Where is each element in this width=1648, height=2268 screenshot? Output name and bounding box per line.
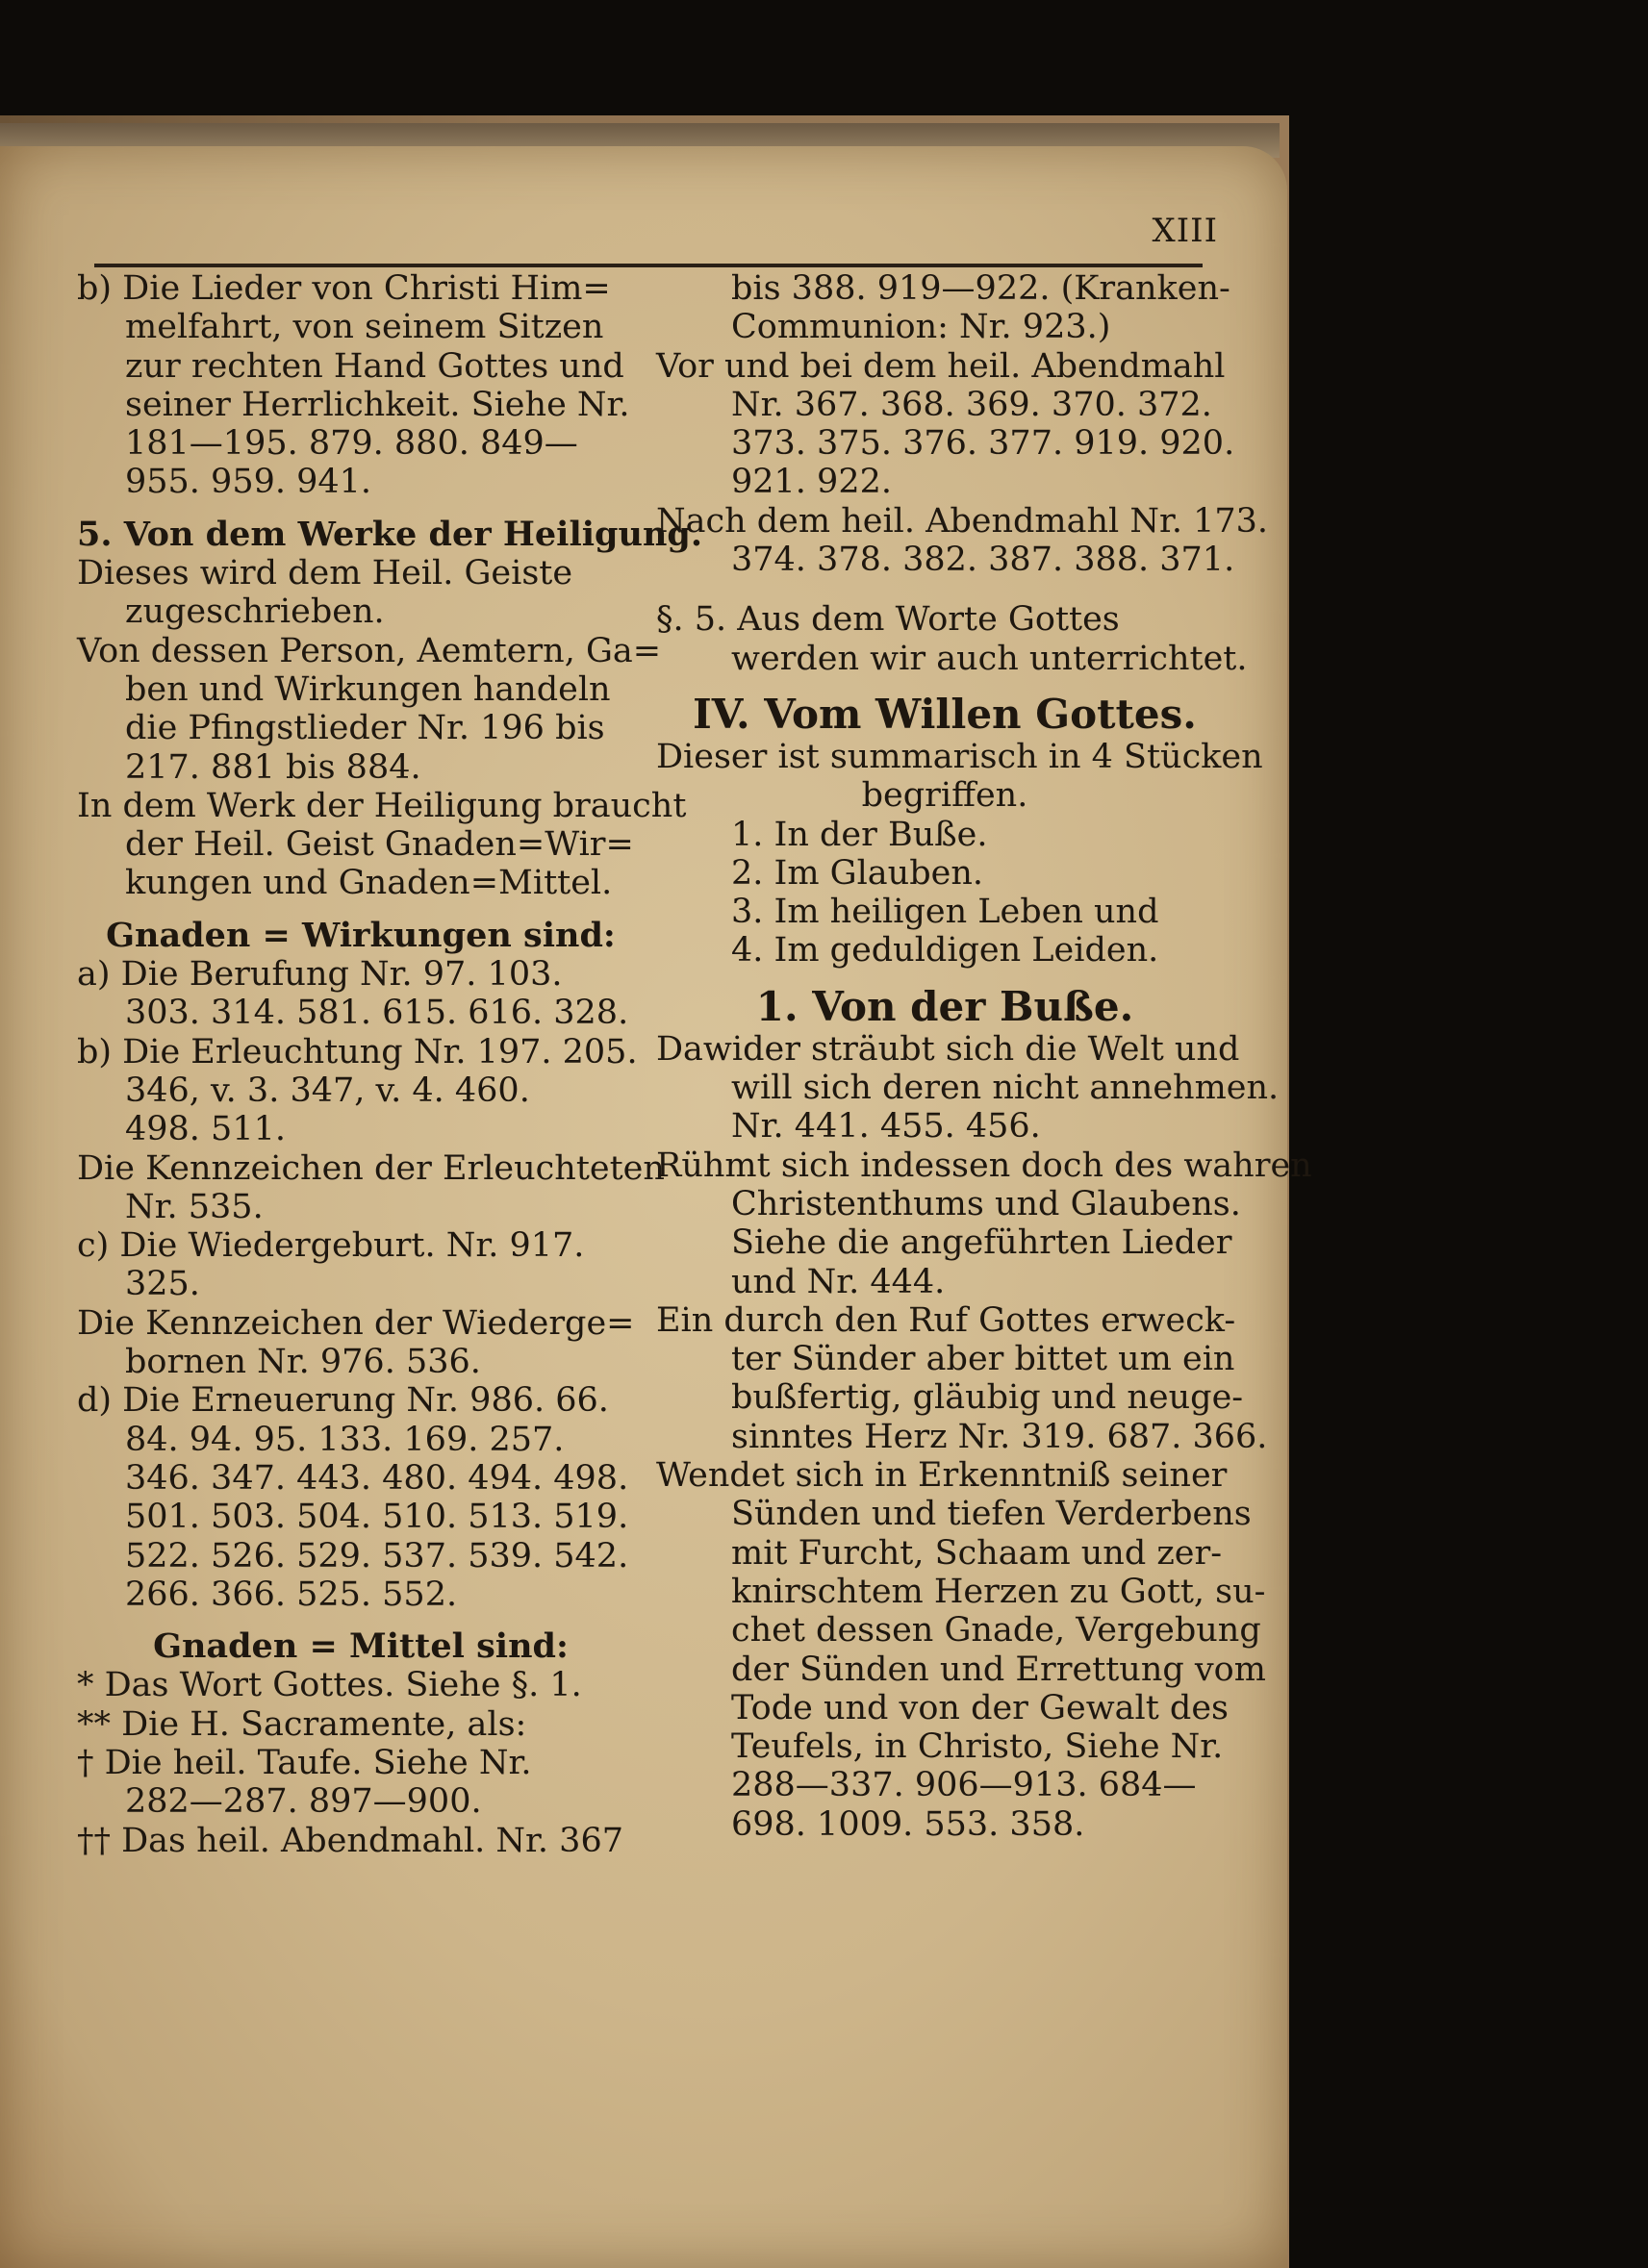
text-line: sinntes Herz Nr. 319. 687. 366. xyxy=(731,1417,1268,1456)
text-line: will sich deren nicht annehmen. xyxy=(731,1069,1280,1108)
text-line: ben und Wirkungen handeln xyxy=(125,669,611,709)
text-line: † Die heil. Taufe. Siehe Nr. xyxy=(77,1743,532,1782)
text-line: der Sünden und Errettung vom xyxy=(731,1650,1266,1689)
text-line: die Pfingstlieder Nr. 196 bis xyxy=(125,709,605,748)
text-line: 3. Im heiligen Leben und xyxy=(731,893,1159,932)
text-line: zur rechten Hand Gottes und xyxy=(125,346,624,386)
right-column xyxy=(656,269,1312,1844)
text-line: Sünden und tiefen Verderbens xyxy=(731,1495,1252,1534)
spacer xyxy=(656,678,1233,692)
text-line: begriffen. xyxy=(861,776,1028,816)
spacer xyxy=(656,579,1233,600)
text-line: Dieses wird dem Heil. Geiste xyxy=(77,554,573,593)
text-line: Nach dem heil. Abendmahl Nr. 173. xyxy=(656,501,1269,541)
text-line: Christenthums und Glaubens. xyxy=(731,1184,1241,1223)
text-line: Nr. 441. 455. 456. xyxy=(731,1107,1041,1147)
text-line: 522. 526. 529. 537. 539. 542. xyxy=(125,1536,629,1575)
text-line: In dem Werk der Heiligung braucht xyxy=(77,786,687,825)
text-line: †† Das heil. Abendmahl. Nr. 367 xyxy=(77,1821,623,1860)
text-line: Gnaden = Mittel sind: xyxy=(153,1626,569,1667)
text-line: b) Die Lieder von Christi Him= xyxy=(77,269,611,308)
text-line: werden wir auch unterrichtet. xyxy=(731,639,1248,678)
text-line: §. 5. Aus dem Worte Gottes xyxy=(656,600,1120,640)
text-line: Rühmt sich indessen doch des wahren xyxy=(656,1146,1312,1185)
spacer xyxy=(77,903,645,917)
text-line: 1. In der Buße. xyxy=(731,815,988,854)
text-line: Gnaden = Wirkungen sind: xyxy=(106,915,616,955)
text-line: Wendet sich in Erkenntniß seiner xyxy=(656,1456,1228,1496)
text-line: Ein durch den Ruf Gottes erweck- xyxy=(656,1300,1236,1340)
text-line: bis 388. 919—922. (Kranken- xyxy=(731,269,1230,308)
text-line: 346, v. 3. 347, v. 4. 460. xyxy=(125,1071,530,1110)
text-line: Dieser ist summarisch in 4 Stücken xyxy=(656,737,1263,776)
text-line: IV. Vom Willen Gottes. xyxy=(693,690,1197,738)
text-line: Von dessen Person, Aemtern, Ga= xyxy=(77,631,662,670)
text-line: 84. 94. 95. 133. 169. 257. xyxy=(125,1420,565,1459)
spacer xyxy=(77,502,645,516)
text-line: 303. 314. 581. 615. 616. 328. xyxy=(125,994,629,1033)
text-line: 2. Im Glauben. xyxy=(731,853,984,893)
text-line: 1. Von der Buße. xyxy=(755,982,1134,1030)
text-line: kungen und Gnaden=Mittel. xyxy=(125,864,613,903)
text-line: 325. xyxy=(125,1265,200,1304)
text-line: 498. 511. xyxy=(125,1110,286,1149)
text-line: Teufels, in Christo, Siehe Nr. xyxy=(731,1727,1224,1767)
text-line: 266. 366. 525. 552. xyxy=(125,1575,458,1614)
text-line: Tode und von der Gewalt des xyxy=(731,1688,1230,1727)
text-line: 955. 959. 941. xyxy=(125,463,372,502)
page-number: XIII xyxy=(1152,212,1218,250)
text-line: 921. 922. xyxy=(731,463,892,502)
text-line: * Das Wort Gottes. Siehe §. 1. xyxy=(77,1666,582,1705)
text-line: 346. 347. 443. 480. 494. 498. xyxy=(125,1458,629,1498)
text-line: Nr. 535. xyxy=(125,1187,264,1226)
text-line: 282—287. 897—900. xyxy=(125,1782,482,1822)
text-line: c) Die Wiedergeburt. Nr. 917. xyxy=(77,1226,585,1266)
text-line: 374. 378. 382. 387. 388. 371. xyxy=(731,541,1235,580)
text-line: melfahrt, von seinem Sitzen xyxy=(125,308,604,347)
left-column xyxy=(77,269,703,1860)
text-line: der Heil. Geist Gnaden=Wir= xyxy=(125,825,634,865)
text-line: seiner Herrlichkeit. Siehe Nr. xyxy=(125,385,630,424)
text-line: knirschtem Herzen zu Gott, su- xyxy=(731,1572,1266,1611)
text-line: b) Die Erleuchtung Nr. 197. 205. xyxy=(77,1032,638,1071)
text-line: Nr. 367. 368. 369. 370. 372. xyxy=(731,385,1212,424)
text-line: ** Die H. Sacramente, als: xyxy=(77,1704,527,1744)
text-line: bornen Nr. 976. 536. xyxy=(125,1343,481,1382)
text-line: 288—337. 906—913. 684— xyxy=(731,1766,1197,1805)
text-line: Vor und bei dem heil. Abendmahl xyxy=(656,346,1226,386)
text-line: Communion: Nr. 923.) xyxy=(731,308,1111,347)
text-line: d) Die Erneuerung Nr. 986. 66. xyxy=(77,1381,609,1421)
book-page xyxy=(0,146,1312,2268)
text-line: 5. Von dem Werke der Heiligung. xyxy=(77,514,703,554)
header-rule xyxy=(94,264,1203,267)
spacer xyxy=(656,970,1233,984)
text-line: 373. 375. 376. 377. 919. 920. xyxy=(731,424,1235,464)
text-line: und Nr. 444. xyxy=(731,1262,946,1301)
spacer xyxy=(77,1614,645,1627)
text-line: Die Kennzeichen der Wiederge= xyxy=(77,1303,635,1343)
text-line: 181—195. 879. 880. 849— xyxy=(125,424,578,464)
text-line: 501. 503. 504. 510. 513. 519. xyxy=(125,1498,629,1537)
text-line: Dawider sträubt sich die Welt und xyxy=(656,1029,1240,1069)
text-line: bußfertig, gläubig und neuge- xyxy=(731,1378,1244,1418)
text-line: zugeschrieben. xyxy=(125,592,385,632)
text-line: ter Sünder aber bittet um ein xyxy=(731,1340,1235,1379)
text-line: Die Kennzeichen der Erleuchteten xyxy=(77,1148,665,1188)
text-line: a) Die Berufung Nr. 97. 103. xyxy=(77,955,563,995)
text-line: 217. 881 bis 884. xyxy=(125,747,421,787)
text-line: 4. Im geduldigen Leiden. xyxy=(731,931,1159,970)
text-line: chet dessen Gnade, Vergebung xyxy=(731,1611,1261,1651)
text-line: mit Furcht, Schaam und zer- xyxy=(731,1533,1223,1573)
text-line: 698. 1009. 553. 358. xyxy=(731,1804,1085,1844)
text-line: Siehe die angeführten Lieder xyxy=(731,1223,1232,1263)
